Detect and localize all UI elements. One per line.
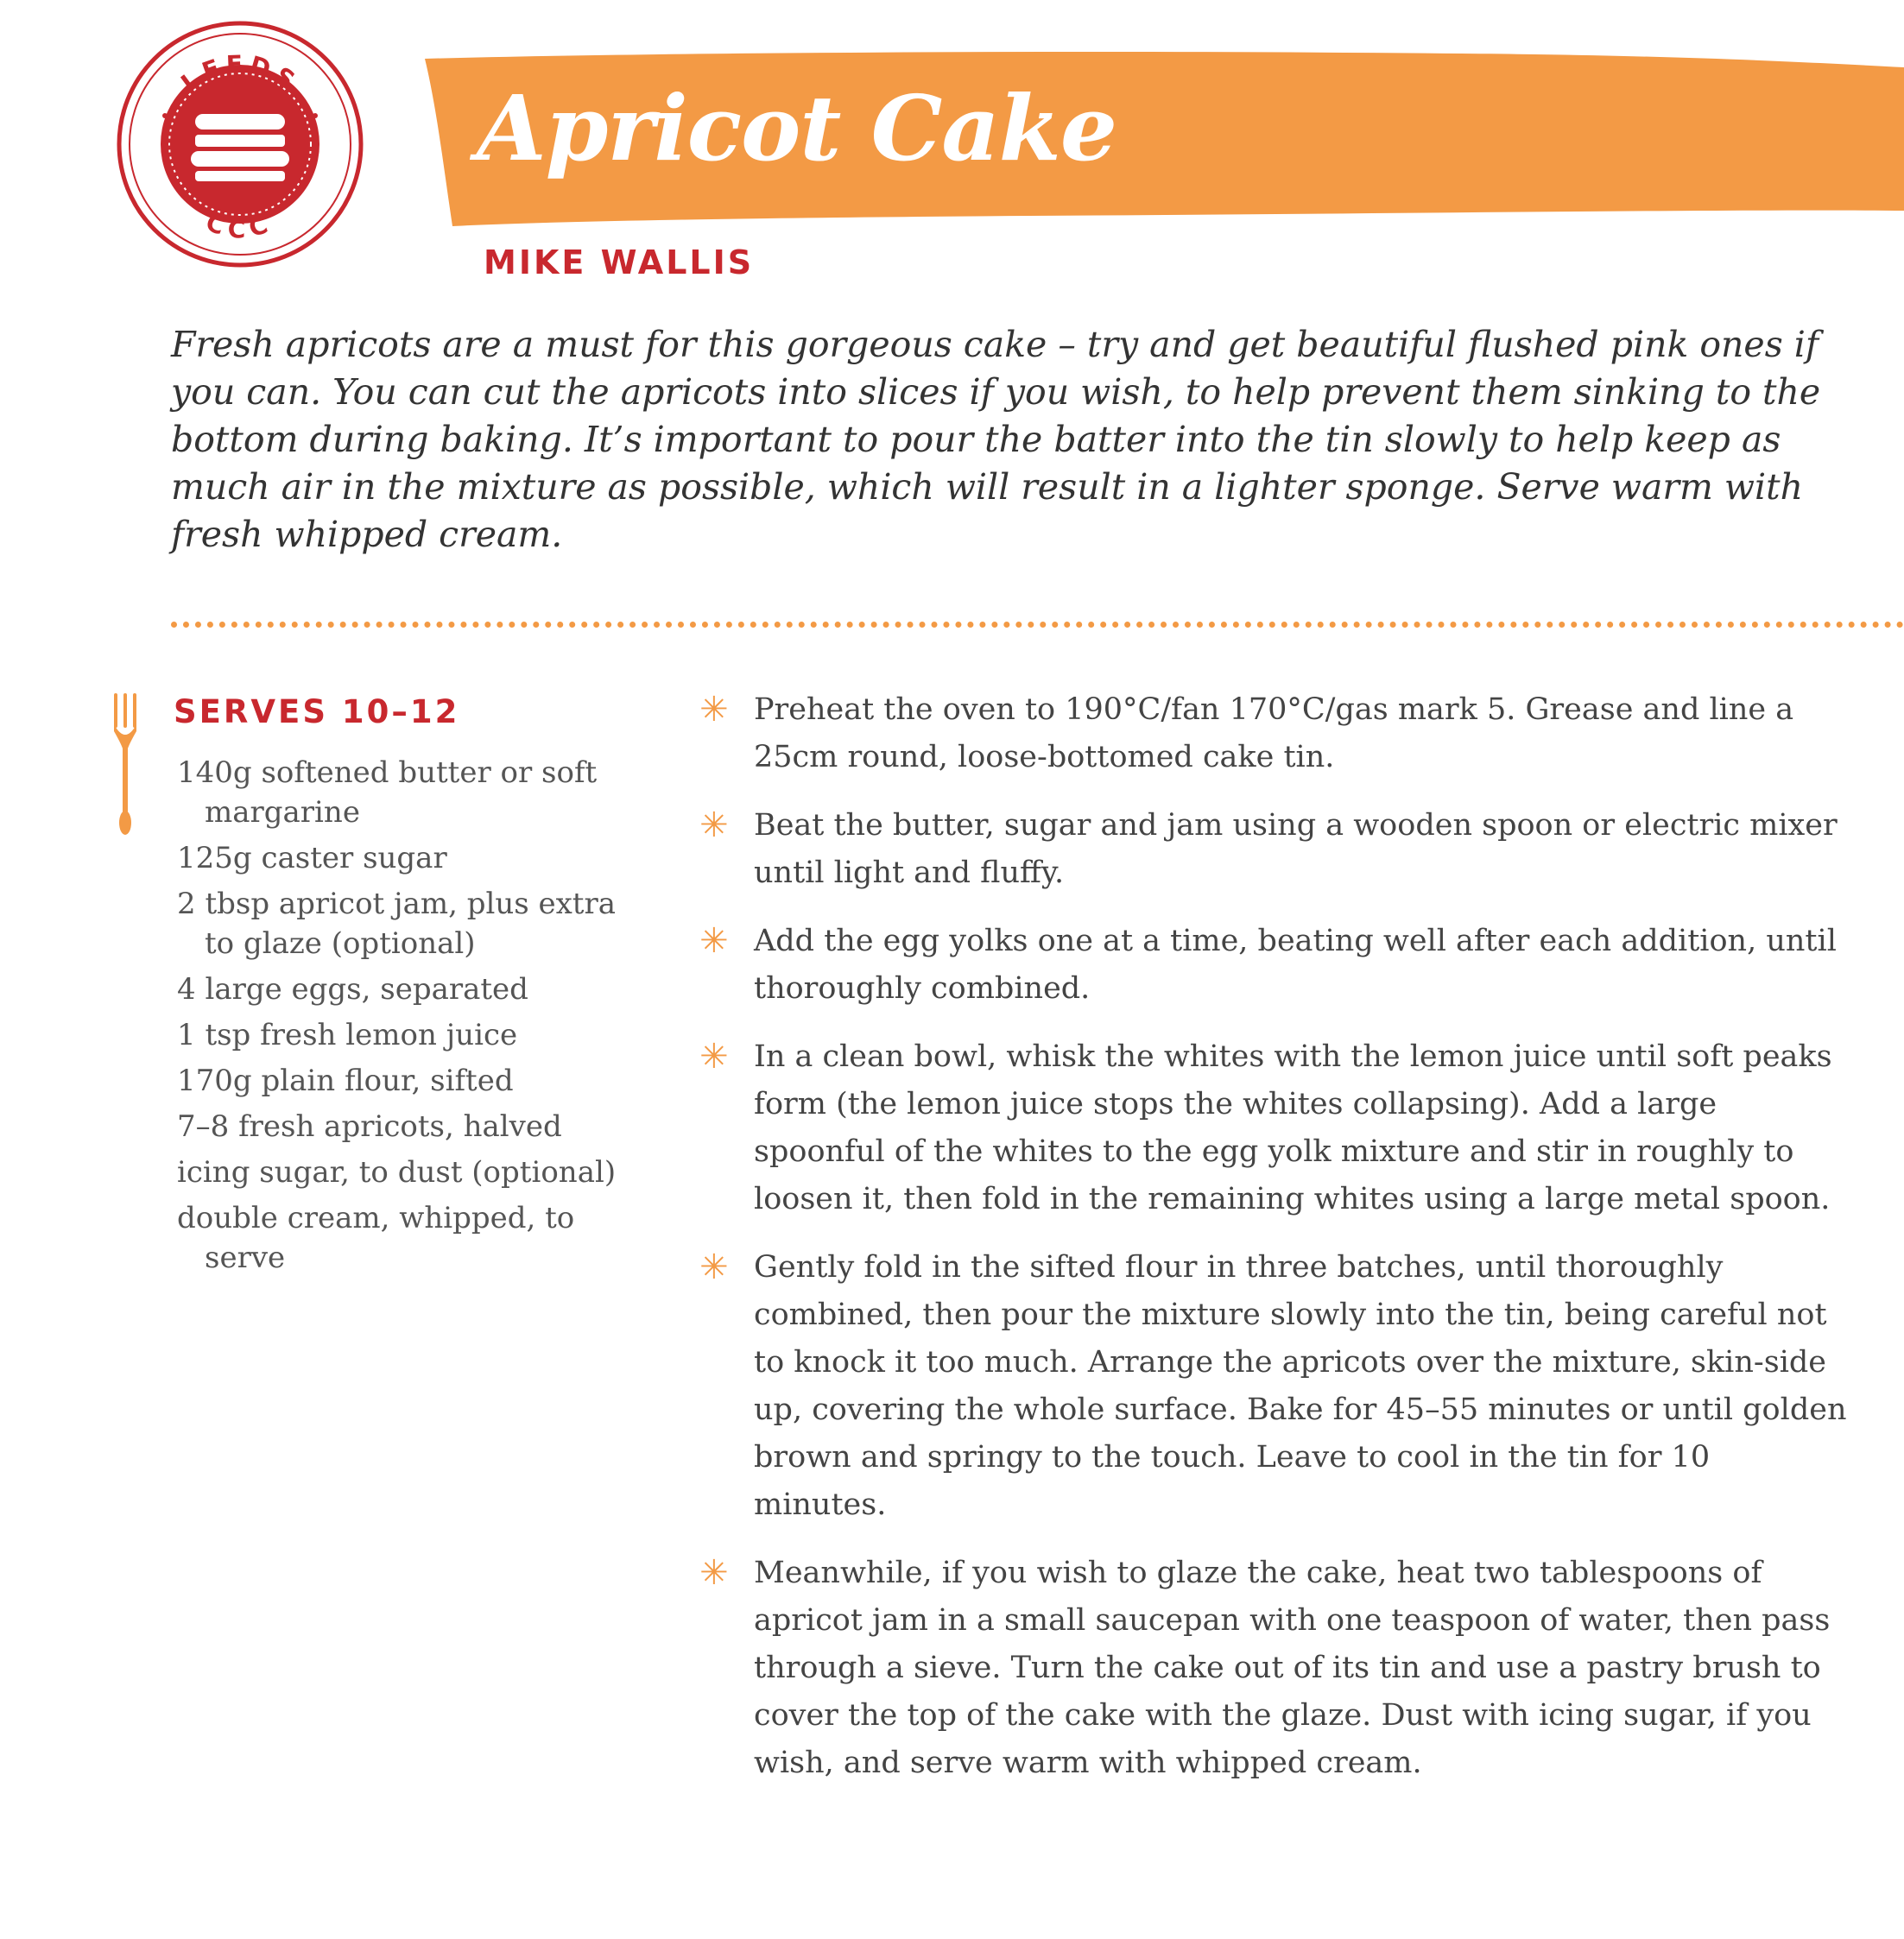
- asterisk-icon: ✳: [699, 1037, 729, 1077]
- ingredient-item: 4 large eggs, separated: [177, 972, 528, 1007]
- serves-heading: SERVES 10–12: [174, 693, 460, 730]
- logo-top-text: LEEDS: [175, 49, 305, 98]
- method-step: [699, 1550, 1848, 1787]
- method-step-text: Add the egg yolks one at a time, beating well after each addition, until thoroughly combined.: [754, 924, 1837, 1006]
- logo-badge: [115, 19, 365, 269]
- fork-icon: [112, 693, 138, 836]
- ingredient-item: 125g caster sugar: [177, 841, 447, 875]
- author-name: MIKE WALLIS: [484, 243, 755, 281]
- method-step: [699, 1244, 1848, 1529]
- ingredient-item: icing sugar, to dust (optional): [177, 1155, 617, 1190]
- ingredient-list: [177, 753, 626, 1284]
- ingredient-item: double cream, whipped, to serve: [177, 1201, 575, 1275]
- asterisk-icon: ✳: [699, 1553, 729, 1593]
- logo-bottom-text: CCC: [202, 207, 278, 243]
- method-step-text: Meanwhile, if you wish to glaze the cake, heat two tablespoons of apricot jam in a small saucepan with one teaspoon of water, then pass through a sieve. Turn the cake out of its tin and use a pastry brush to cover the top of the cake with the glaze. Dust with icing sugar, if you wish, and serve warm with whipped cream.: [754, 1556, 1831, 1780]
- method-step: [699, 686, 1848, 781]
- title-banner: [425, 48, 1904, 226]
- asterisk-icon: ✳: [699, 1247, 729, 1287]
- method-step: [699, 802, 1848, 897]
- method-step-text: In a clean bowl, whisk the whites with the lemon juice until soft peaks form (the lemon juice stops the whites collapsing). Add a large spoonful of the whites to the egg yolk mixture and stir in roughly to loosen it, then fold in the remaining whites using a large metal spoon.: [754, 1039, 1832, 1216]
- asterisk-icon: ✳: [699, 690, 729, 729]
- ingredient-item: 2 tbsp apricot jam, plus extra to glaze (optional): [177, 887, 616, 961]
- asterisk-icon: ✳: [699, 921, 729, 961]
- ingredient-item: 140g softened butter or soft margarine: [177, 755, 598, 830]
- leeds-ccc-logo: [115, 19, 365, 269]
- method-steps: [699, 686, 1848, 1808]
- method-step-text: Gently fold in the sifted flour in three batches, until thoroughly combined, then pour the mixture slowly into the tin, being careful not to knock it too much. Arrange the apricots over the mixture, skin-side up, covering the whole surface. Bake for 45–55 minutes or until golden brown and springy to the touch. Leave to cool in the tin for 10 minutes.: [754, 1250, 1847, 1522]
- ingredient-item: 7–8 fresh apricots, halved: [177, 1109, 562, 1144]
- ingredient-item: 170g plain flour, sifted: [177, 1064, 514, 1098]
- method-step: [699, 918, 1848, 1013]
- dotted-divider: [171, 622, 1904, 628]
- method-step-text: Preheat the oven to 190°C/fan 170°C/gas mark 5. Grease and line a 25cm round, loose-bottomed cake tin.: [754, 692, 1794, 774]
- method-step: [699, 1033, 1848, 1223]
- recipe-title: Apricot Cake: [477, 75, 1117, 181]
- method-step-text: Beat the butter, sugar and jam using a wooden spoon or electric mixer until light and fluffy.: [754, 808, 1838, 890]
- recipe-intro: Fresh apricots are a must for this gorgeous cake – try and get beautiful flushed pink ones if you can. You can cut the apricots into slices if you wish, to help prevent them sinking to the bottom during baking. It’s important to pour the batter into the tin slowly to help keep as much air in the mixture as possible, which will result in a lighter sponge. Serve warm with fresh whipped cream.: [171, 324, 1821, 555]
- ingredient-item: 1 tsp fresh lemon juice: [177, 1018, 518, 1052]
- asterisk-icon: ✳: [699, 805, 729, 845]
